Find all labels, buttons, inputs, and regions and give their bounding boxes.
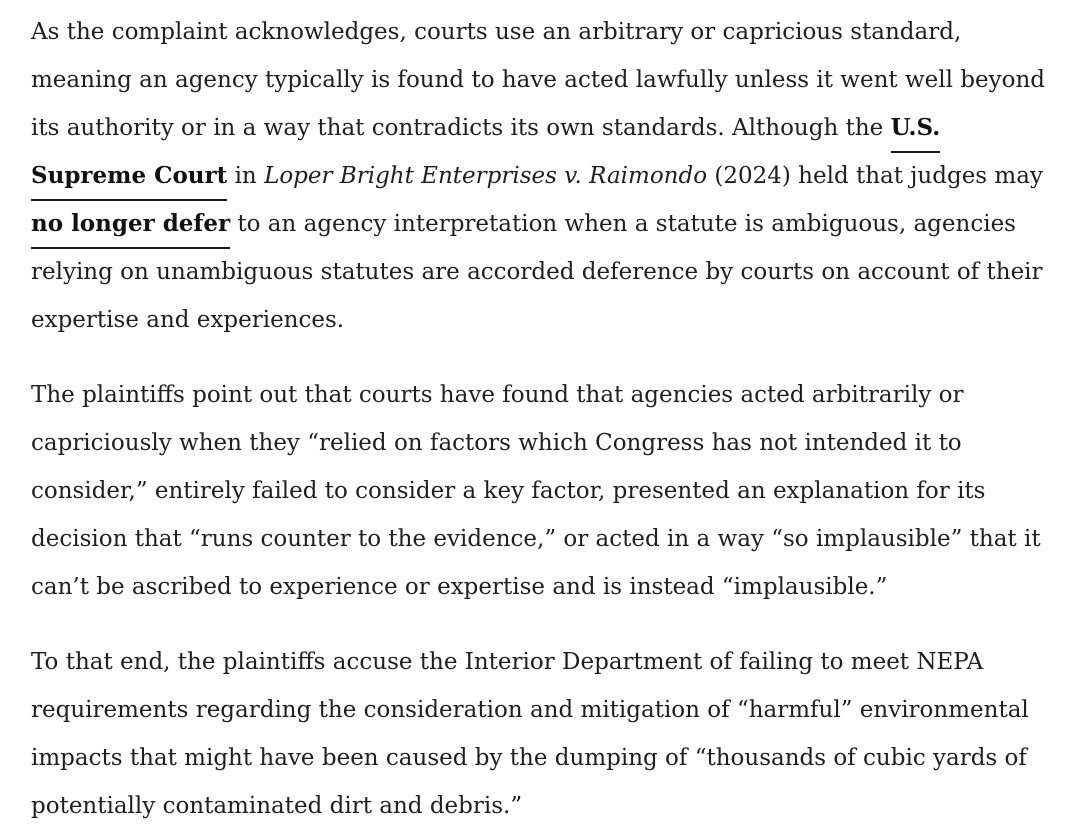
paragraph-1-text-c: (2024) held that judges may xyxy=(707,163,1043,189)
paragraph-3: To that end, the plaintiffs accuse the Interior Department of failing to meet NEPA requirements regarding the consideration and mitigation of “harmful” environmental impacts that might have been caused by the dumping of “thousands of cubic yards of potentially contaminated dirt and debris.” xyxy=(31,649,1029,819)
paragraph-1 xyxy=(31,8,1061,344)
supreme-court-link[interactable]: U.S. Supreme Court xyxy=(31,114,940,201)
paragraph-1-text-a: As the complaint acknowledges, courts use an arbitrary or capricious standard, meaning an agency typically is found to have acted lawfully unless it went well beyond its authority or in a way that contradicts its own standards. Although the xyxy=(31,19,1045,141)
no-longer-defer-link[interactable]: no longer defer xyxy=(31,210,230,249)
case-name: Loper Bright Enterprises v. Raimondo xyxy=(264,163,708,189)
paragraph-2: The plaintiffs point out that courts have found that agencies acted arbitrarily or capriciously when they “relied on factors which Congress has not intended it to consider,” entirely failed to consider a key factor, presented an explanation for its decision that “runs counter to the evidence,” or acted in a way “so implausible” that it can’t be ascribed to experience or expertise and is instead “implausible.” xyxy=(31,382,1041,600)
paragraph-1-text-b: in xyxy=(227,163,265,189)
article-body xyxy=(31,8,1061,830)
paragraph-1-text-d: to an agency interpretation when a statute is ambiguous, agencies relying on unambiguous statutes are accorded deference by courts on account of their expertise and experiences. xyxy=(31,211,1043,333)
